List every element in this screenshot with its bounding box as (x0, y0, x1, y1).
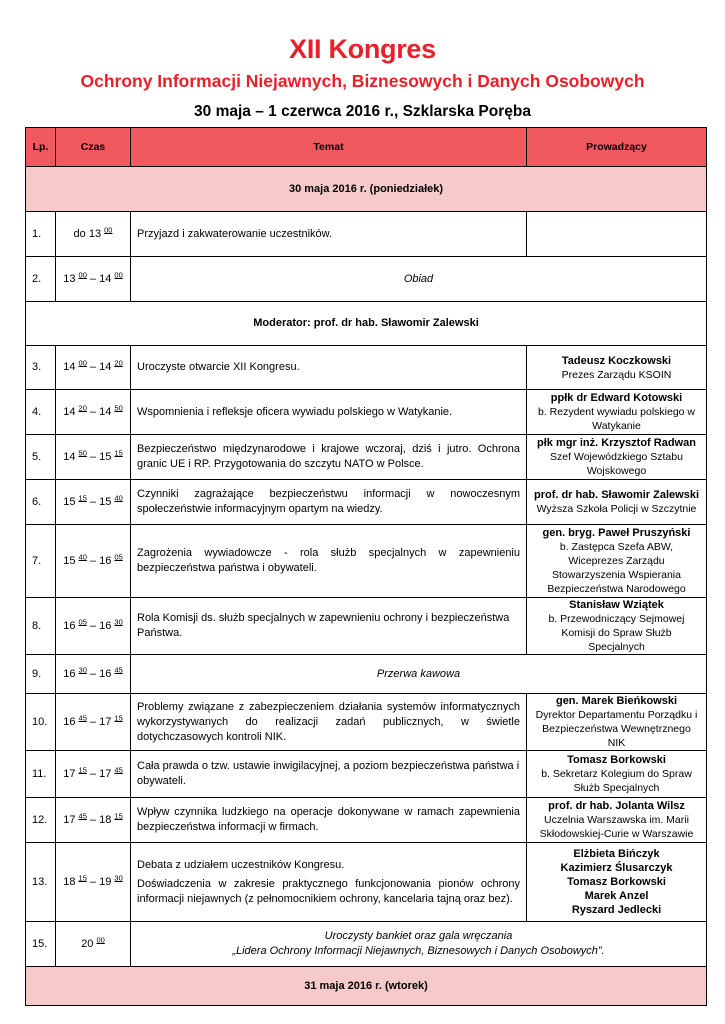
col-header-lp: Lp. (26, 128, 56, 167)
row-topic: Problemy związane z zabezpieczeniem działania systemów informatycznych wykorzystywanych do realizacji zadań publicznych, w świetle dotychczasowych kontroli NIK. (131, 694, 527, 751)
row-presenter (527, 212, 707, 257)
table-row (26, 480, 707, 525)
row-time: 13 $^{00}$ – 14 $^{00}$ (56, 257, 131, 302)
row-time: 16 $^{30}$ – 16 $^{45}$ (56, 655, 131, 694)
row-lp: 11. (26, 751, 56, 798)
day1-label: 30 maja 2016 r. (poniedziałek) (26, 167, 707, 212)
table-row (26, 798, 707, 843)
row-topic: Wpływ czynnika ludzkiego na operacje dokonywane w ramach zapewnienia bezpieczeństwa informacji w firmach. (131, 798, 527, 843)
table-row (26, 525, 707, 598)
date-place: 30 maja – 1 czerwca 2016 r., Szklarska Poręba (194, 103, 531, 120)
row-time: 14 $^{20}$ – 14 $^{50}$ (56, 390, 131, 435)
row-topic: Rola Komisji ds. służb specjalnych w zapewnieniu ochrony i bezpieczeństwa Państwa. (131, 598, 527, 655)
row-lp: 2. (26, 257, 56, 302)
row-time: 16 $^{05}$ – 16 $^{30}$ (56, 598, 131, 655)
col-header-czas: Czas (56, 128, 131, 167)
row-presenter: ppłk dr Edward Kotowski b. Rezydent wywiadu polskiego w Watykanie (527, 390, 707, 435)
program-table (25, 127, 707, 1006)
table-row (26, 922, 707, 967)
row-lp: 1. (26, 212, 56, 257)
col-header-prowadzacy: Prowadzący (527, 128, 707, 167)
row-time: 16 $^{45}$ – 17 $^{15}$ (56, 694, 131, 751)
table-row (26, 212, 707, 257)
col-header-temat: Temat (131, 128, 527, 167)
row-presenter: Tomasz Borkowski b. Sekretarz Kolegium do Spraw Służb Specjalnych (527, 751, 707, 798)
table-row (26, 346, 707, 390)
table-row (26, 843, 707, 922)
table-row (26, 694, 707, 751)
row-lp: 5. (26, 435, 56, 480)
row-time: 18 $^{15}$ – 19 $^{30}$ (56, 843, 131, 922)
row-topic: Cała prawda o tzw. ustawie inwigilacyjnej, a poziom bezpieczeństwa państwa i obywateli. (131, 751, 527, 798)
row-presenter: prof. dr hab. Jolanta Wilsz Uczelnia Warszawska im. Marii Skłodowskiej-Curie w Warszawie (527, 798, 707, 843)
row-lp: 6. (26, 480, 56, 525)
row-presenter: Stanisław Wziątek b. Przewodniczący Sejmowej Komisji do Spraw Służb Specjalnych (527, 598, 707, 655)
row-presenter: prof. dr hab. Sławomir Zalewski Wyższa Szkoła Policji w Szczytnie (527, 480, 707, 525)
row-topic: Uroczyste otwarcie XII Kongresu. (131, 346, 527, 390)
moderator-row (26, 302, 707, 346)
row-time: 17 $^{45}$ – 18 $^{15}$ (56, 798, 131, 843)
row-topic: Debata z udziałem uczestników Kongresu. Doświadczenia w zakresie praktycznego funkcjonowania pionów ochrony informacji niejawnych (z pełnomocnikiem ochrony, kancelaria tajną oraz bez). (131, 843, 527, 922)
row-lp: 4. (26, 390, 56, 435)
row-time: 14 $^{50}$ – 15 $^{15}$ (56, 435, 131, 480)
table-row (26, 257, 707, 302)
row-presenter: gen. bryg. Paweł Pruszyński b. Zastępca Szefa ABW, Wiceprezes Zarządu Stowarzyszenia Wspierania Bezpieczeństwa Narodowego (527, 525, 707, 598)
row-topic: Przyjazd i zakwaterowanie uczestników. (131, 212, 527, 257)
day2-label: 31 maja 2016 r. (wtorek) (26, 967, 707, 1006)
row-lp: 8. (26, 598, 56, 655)
row-lp: 12. (26, 798, 56, 843)
row-topic: Wspomnienia i refleksje oficera wywiadu polskiego w Watykanie. (131, 390, 527, 435)
document-title: XII Kongres (289, 34, 436, 64)
day-row (26, 167, 707, 212)
table-header-row (26, 128, 707, 167)
moderator-label: Moderator: prof. dr hab. Sławomir Zalewski (26, 302, 707, 346)
row-presenter: Elżbieta Bińczyk Kazimierz Ślusarczyk Tomasz Borkowski Marek Anzel Ryszard Jedlecki (527, 843, 707, 922)
row-topic: Uroczysty bankiet oraz gala wręczania „Lidera Ochrony Informacji Niejawnych, Biznesowych i Danych Osobowych”. (131, 922, 707, 967)
table-row (26, 390, 707, 435)
table-row (26, 598, 707, 655)
row-lp: 10. (26, 694, 56, 751)
row-presenter: gen. Marek Bieńkowski Dyrektor Departamentu Porządku i Bezpieczeństwa Wewnętrznego NIK (527, 694, 707, 751)
table-row (26, 751, 707, 798)
row-lp: 15. (26, 922, 56, 967)
row-topic: Zagrożenia wywiadowcze - rola służb specjalnych w zapewnieniu bezpieczeństwa państwa i obywateli. (131, 525, 527, 598)
row-presenter: Tadeusz Koczkowski Prezes Zarządu KSOIN (527, 346, 707, 390)
row-topic: Czynniki zagrażające bezpieczeństwu informacji w nowoczesnym społeczeństwie informacyjnym opartym na wiedzy. (131, 480, 527, 525)
row-presenter: płk mgr inż. Krzysztof Radwan Szef Wojewódzkiego Sztabu Wojskowego (527, 435, 707, 480)
row-time: 15 $^{15}$ – 15 $^{40}$ (56, 480, 131, 525)
row-topic: Obiad (131, 257, 707, 302)
row-lp: 13. (26, 843, 56, 922)
table-row (26, 435, 707, 480)
row-lp: 9. (26, 655, 56, 694)
row-time: 14 $^{00}$ – 14 $^{20}$ (56, 346, 131, 390)
day-row (26, 967, 707, 1006)
row-time: do 13 $^{00}$ (56, 212, 131, 257)
row-topic: Bezpieczeństwo międzynarodowe i krajowe wczoraj, dziś i jutro. Ochrona granic UE i RP. Przygotowania do szczytu NATO w Polsce. (131, 435, 527, 480)
row-topic: Przerwa kawowa (131, 655, 707, 694)
table-row (26, 655, 707, 694)
row-lp: 3. (26, 346, 56, 390)
row-time: 15 $^{40}$ – 16 $^{05}$ (56, 525, 131, 598)
document-subtitle: Ochrony Informacji Niejawnych, Biznesowych i Danych Osobowych (80, 71, 645, 91)
row-lp: 7. (26, 525, 56, 598)
row-time: 17 $^{15}$ – 17 $^{45}$ (56, 751, 131, 798)
row-time: 20 $^{00}$ (56, 922, 131, 967)
